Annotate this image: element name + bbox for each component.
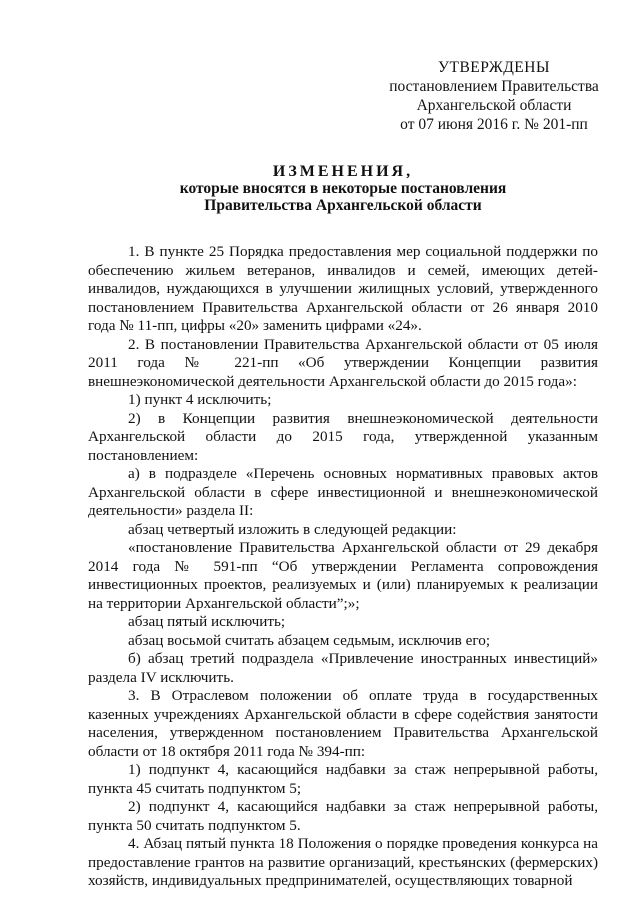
- approval-title: УТВЕРЖДЕНЫ: [438, 59, 550, 76]
- paragraph: а) в подразделе «Перечень основных нормативных правовых актов Архангельской области в сфере инвестиционной и внешнеэкономической деятельности» раздела II:: [88, 465, 598, 519]
- paragraph: б) абзац третий подраздела «Привлечение иностранных инвестиций» раздела IV исключить.: [88, 650, 598, 686]
- heading-line-2: Правительства Архангельской области: [204, 197, 482, 214]
- paragraph: 3. В Отраслевом положении об оплате труда в государственных казенных учреждениях Архангельской области в сфере содействия занятости населения, утвержденном постановлением Правительства Архангельской области от 18 октября 2011 года № 394-пп:: [88, 687, 598, 760]
- paragraph: абзац пятый исключить;: [128, 613, 286, 630]
- document-body: [88, 243, 598, 891]
- approval-line-3: от 07 июня 2016 г. № 201-пп: [400, 116, 588, 133]
- paragraph: 4. Абзац пятый пункта 18 Положения о порядке проведения конкурса на предоставление грантов на развитие организаций, крестьянских (фермерских) хозяйств, индивидуальных предпринимателей, осуществляющих товарной: [88, 835, 598, 889]
- paragraph: 1. В пункте 25 Порядка предоставления мер социальной поддержки по обеспечению жильем ветеранов, инвалидов и семей, имеющих детей-инвалидов, нуждающихся в улучшении жилищных условий, утвержденного постановлением Правительства Архангельской области от 26 января 2010 года № 11-пп, цифры «20» заменить цифрами «24».: [88, 243, 598, 334]
- paragraph: абзац восьмой считать абзацем седьмым, исключив его;: [128, 631, 491, 649]
- approval-stamp-block: [388, 58, 600, 134]
- heading-title: ИЗМЕНЕНИЯ,: [272, 163, 414, 180]
- heading-line-1: которые вносятся в некоторые постановления: [179, 180, 507, 197]
- paragraph: 2) в Концепции развития внешнеэкономической деятельности Архангельской области до 2015 года, утвержденной указанным постановлением:: [88, 409, 598, 464]
- approval-line-2: Архангельской области: [416, 97, 572, 114]
- approval-line-1: постановлением Правительства: [389, 78, 599, 95]
- paragraph: «постановление Правительства Архангельской области от 29 декабря 2014 года № 591-пп “Об утверждении Регламента сопровождения инвестиционных проектов, реализуемых и (или) планируемых к реализации на территории Архангельской области”;»;: [88, 539, 598, 612]
- paragraph: 1) пункт 4 исключить;: [128, 391, 272, 408]
- paragraph: 1) подпункт 4, касающийся надбавки за стаж непрерывной работы, пункта 45 считать подпунктом 5;: [88, 761, 598, 797]
- paragraph: 2. В постановлении Правительства Архангельской области от 05 июля 2011 года № 221-пп «Об утверждении Концепции развития внешнеэкономической деятельности Архангельской области до 2015 года»:: [88, 335, 598, 390]
- paragraph: абзац четвертый изложить в следующей редакции:: [128, 520, 457, 538]
- paragraph: 2) подпункт 4, касающийся надбавки за стаж непрерывной работы, пункта 50 считать подпунктом 5.: [88, 798, 598, 834]
- document-heading: [88, 163, 598, 214]
